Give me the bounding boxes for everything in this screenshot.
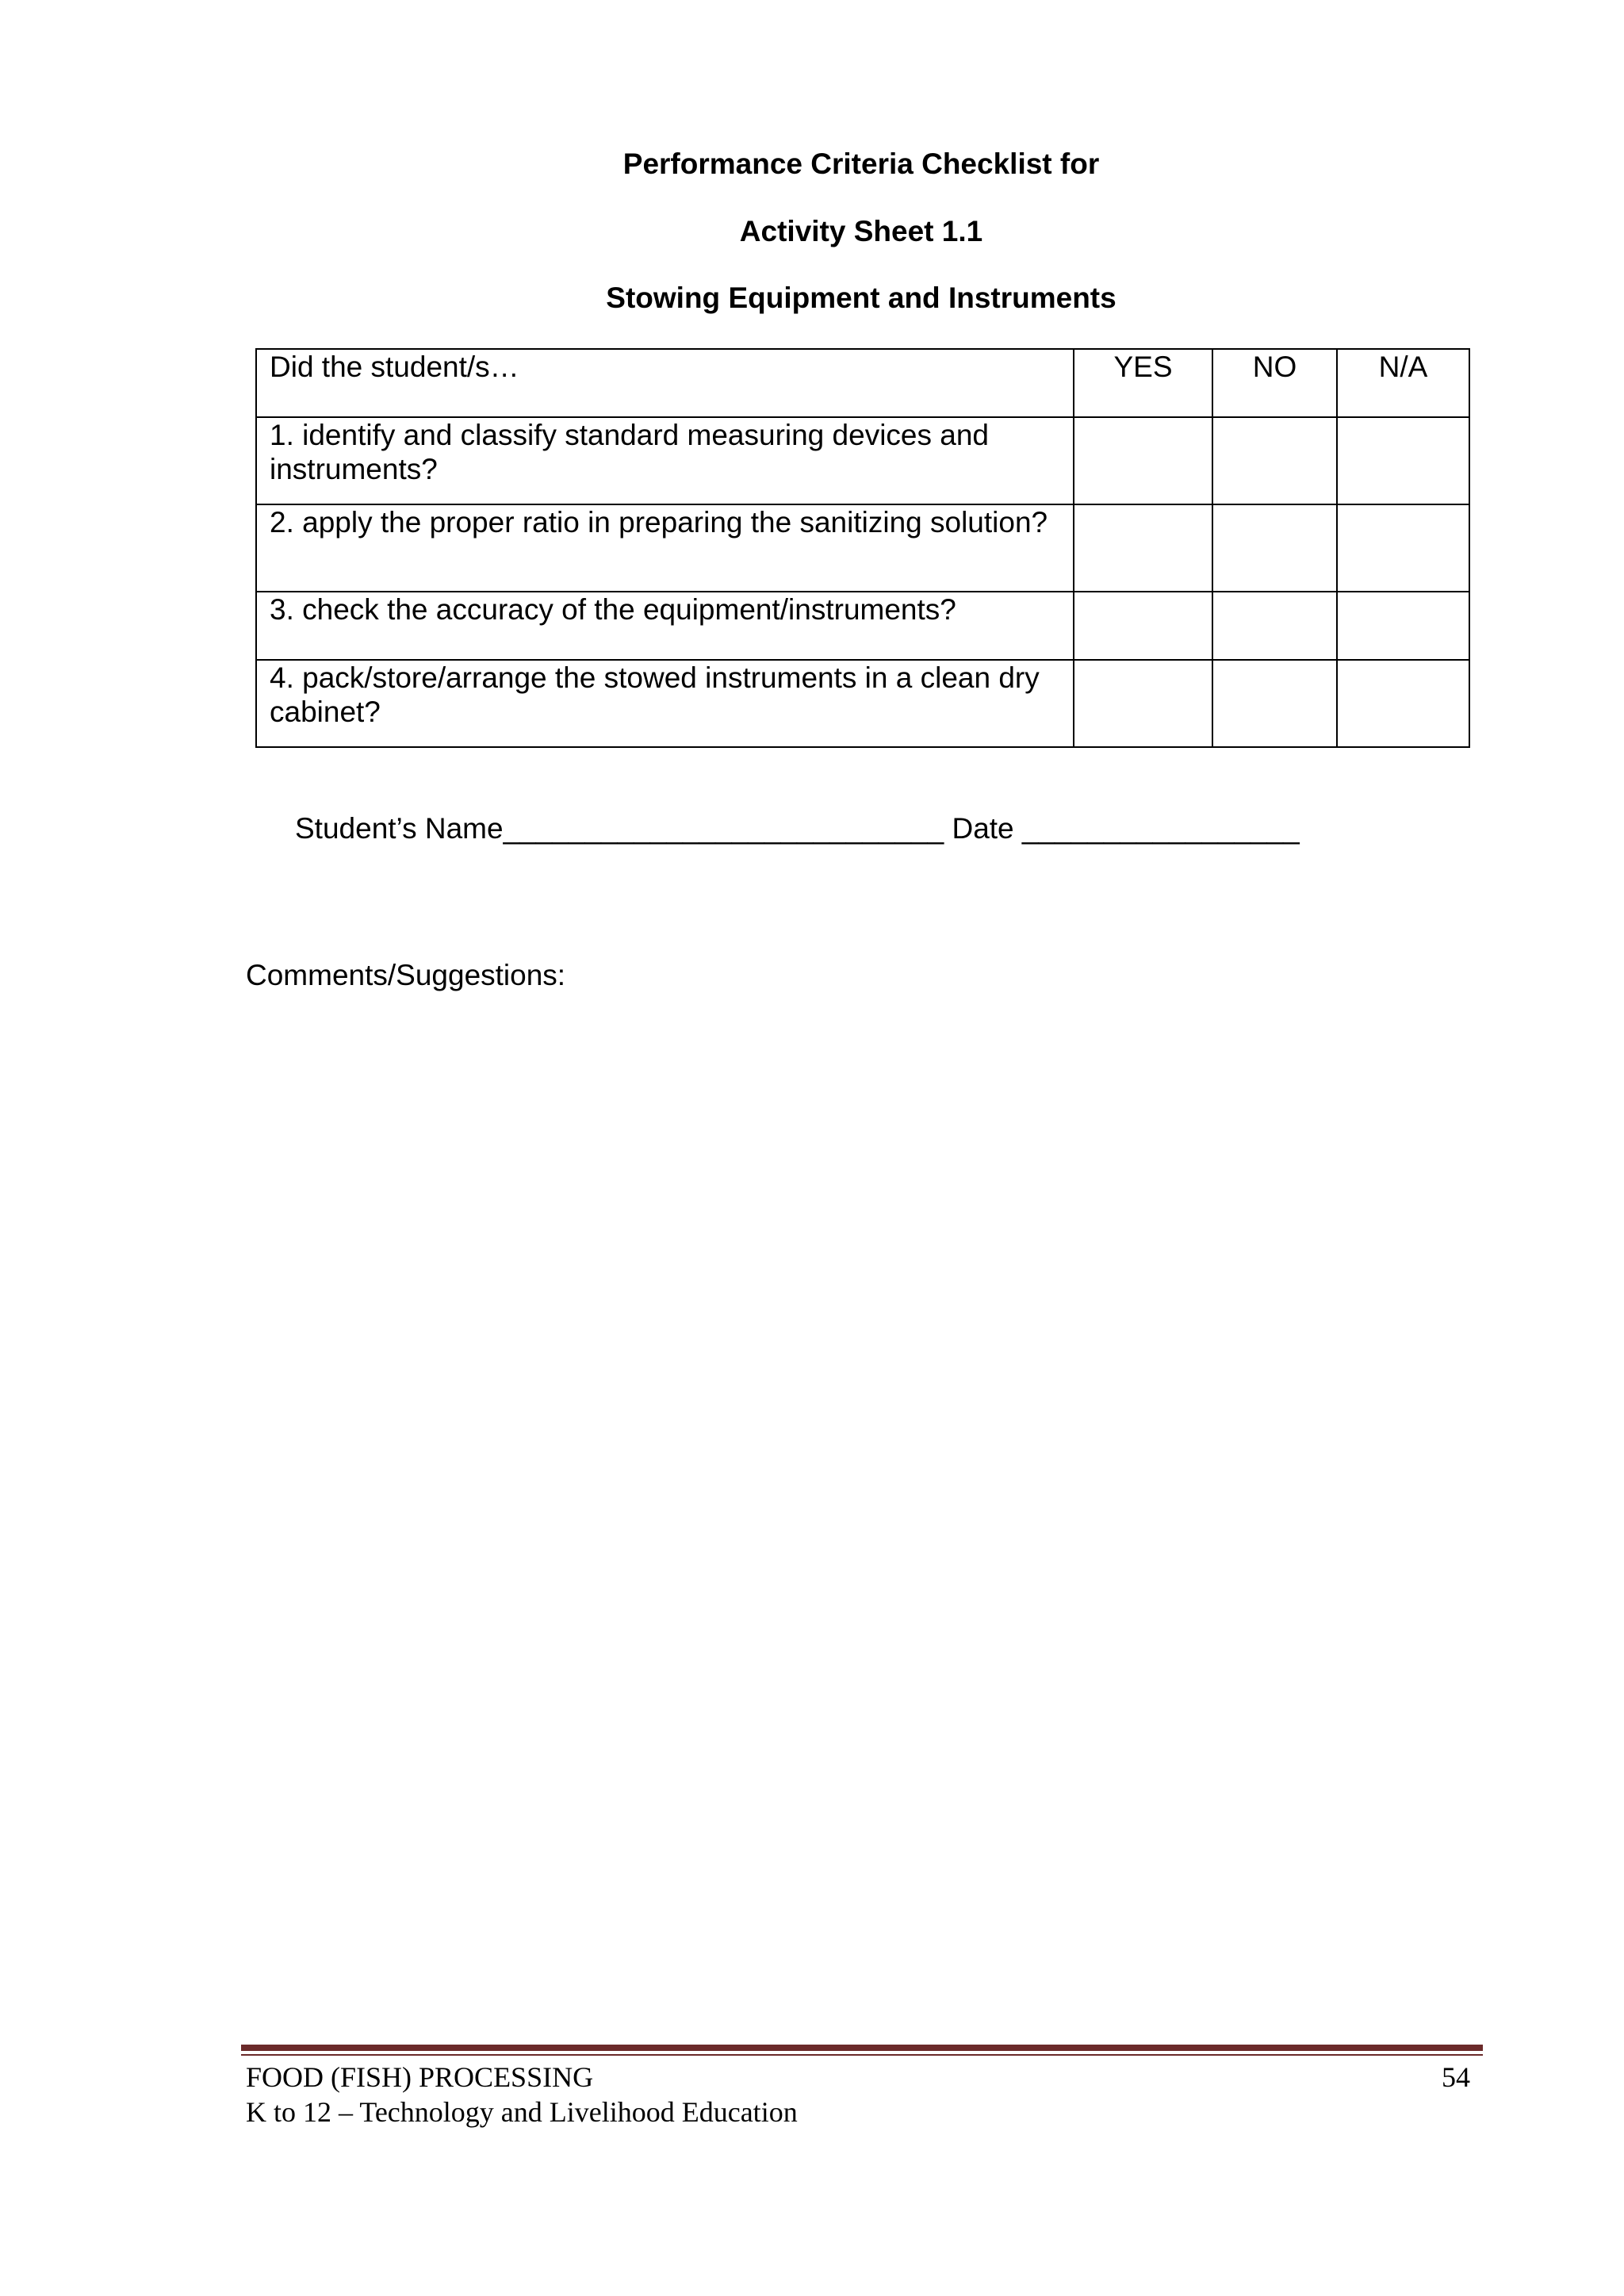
yes-cell[interactable] bbox=[1074, 504, 1212, 592]
table-row bbox=[256, 417, 1469, 504]
table-header-row bbox=[256, 349, 1469, 417]
footer-course-title: FOOD (FISH) PROCESSING bbox=[246, 2061, 594, 2093]
footer-rule-thin bbox=[241, 2054, 1483, 2056]
header-no: NO bbox=[1212, 349, 1337, 417]
no-cell[interactable] bbox=[1212, 504, 1337, 592]
table-row bbox=[256, 660, 1469, 747]
header-na: N/A bbox=[1337, 349, 1469, 417]
na-cell[interactable] bbox=[1337, 660, 1469, 747]
header-yes: YES bbox=[1074, 349, 1212, 417]
student-name-blank[interactable]: ___________________________ bbox=[503, 812, 944, 845]
footer-program: K to 12 – Technology and Livelihood Education bbox=[246, 2096, 798, 2128]
na-cell[interactable] bbox=[1337, 417, 1469, 504]
title-line-1: Performance Criteria Checklist for bbox=[622, 148, 1100, 180]
checklist-table bbox=[255, 348, 1470, 748]
title-line-3: Stowing Equipment and Instruments bbox=[606, 282, 1116, 314]
table-row bbox=[256, 504, 1469, 592]
title-line-2: Activity Sheet 1.1 bbox=[739, 215, 983, 247]
criterion-text: 4. pack/store/arrange the stowed instruments in a clean dry cabinet? bbox=[256, 660, 1074, 747]
footer-rule bbox=[241, 2045, 1483, 2051]
signature-line bbox=[295, 811, 1300, 846]
no-cell[interactable] bbox=[1212, 417, 1337, 504]
yes-cell[interactable] bbox=[1074, 592, 1212, 660]
comments-label: Comments/Suggestions: bbox=[246, 959, 566, 991]
yes-cell[interactable] bbox=[1074, 417, 1212, 504]
na-cell[interactable] bbox=[1337, 592, 1469, 660]
student-name-label: Student’s Name bbox=[295, 812, 504, 845]
date-label: Date bbox=[952, 812, 1014, 845]
criterion-text: 2. apply the proper ratio in preparing the sanitizing solution? bbox=[256, 504, 1074, 592]
page-number: 54 bbox=[1442, 2061, 1470, 2093]
na-cell[interactable] bbox=[1337, 504, 1469, 592]
table-row bbox=[256, 592, 1469, 660]
criterion-text: 1. identify and classify standard measuring devices and instruments? bbox=[256, 417, 1074, 504]
no-cell[interactable] bbox=[1212, 592, 1337, 660]
no-cell[interactable] bbox=[1212, 660, 1337, 747]
criterion-text: 3. check the accuracy of the equipment/instruments? bbox=[256, 592, 1074, 660]
date-blank[interactable]: _________________ bbox=[1021, 812, 1300, 845]
header-question: Did the student/s… bbox=[256, 349, 1074, 417]
yes-cell[interactable] bbox=[1074, 660, 1212, 747]
